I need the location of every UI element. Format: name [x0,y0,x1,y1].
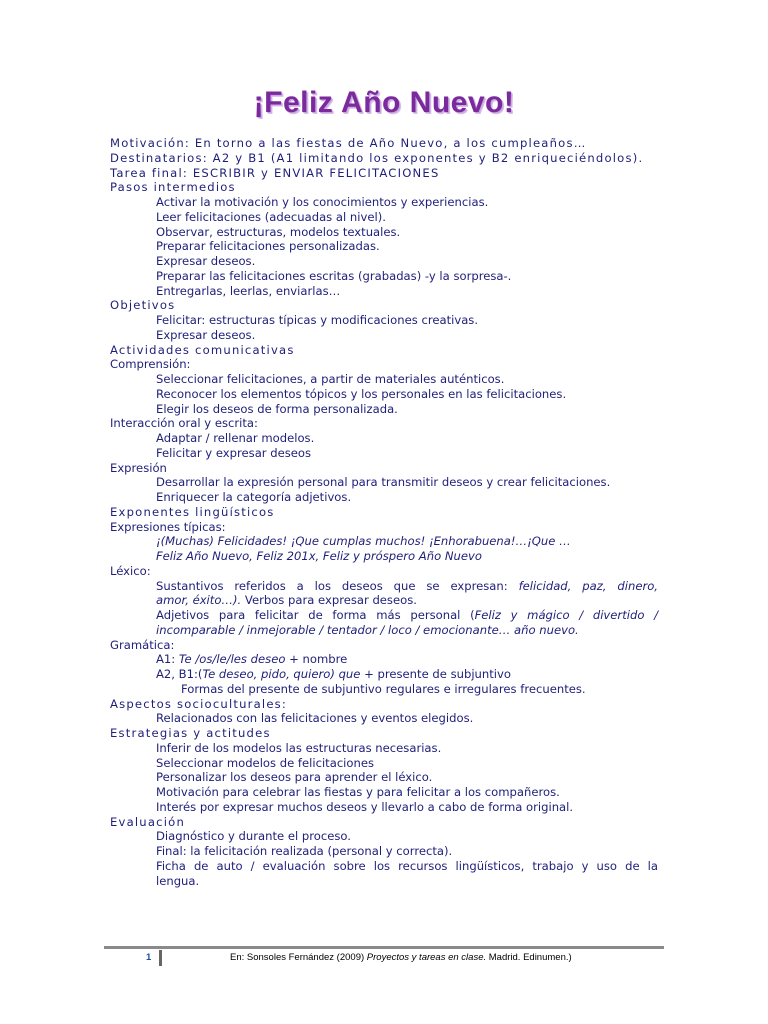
final-task-line: Tarea final: ESCRIBIR y ENVIAR FELICITACIONES [110,165,440,180]
list-item: Preparar felicitaciones personalizadas. [156,239,380,254]
text-run: A2, B1:( [156,667,203,681]
subsection-heading: Gramática: [110,637,175,652]
list-item: Leer felicitaciones (adecuadas al nivel). [156,209,386,224]
section-heading: Evaluación [110,814,186,829]
citation-suffix: Madrid. Edinumen.) [486,952,572,963]
list-item: Felicitar: estructuras típicas y modificaciones creativas. [156,313,479,327]
list-item: Activar la motivación y los conocimientos y experiencias. [156,195,489,209]
text-run-italic: Te /os/le/les deseo [178,652,286,667]
subsection-heading: Léxico: [110,563,151,578]
list-item: Felicitar y expresar deseos [156,445,312,460]
footer-citation [230,952,572,963]
list-item: Formas del presente de subjuntivo regulares e irregulares frecuentes. [181,681,586,696]
text-run: A1: [156,652,179,667]
subsection-heading: Interacción oral y escrita: [110,416,258,431]
list-item: Observar, estructuras, modelos textuales. [156,224,401,239]
text-run-italic: Te deseo, pido, quiero) que [202,667,361,681]
section-heading: Exponentes lingüísticos [110,504,275,519]
text-run: + presente de subjuntivo [360,667,511,681]
list-item [110,579,658,594]
section-heading: Actividades comunicativas [110,342,295,357]
list-item: Reconocer los elementos tópicos y los personales en las felicitaciones. [156,386,567,401]
section-heading: Pasos intermedios [110,180,236,195]
text-run-italic: amor, éxito…). [156,593,242,608]
list-item: Desarrollar la expresión personal para transmitir deseos y crear felicitaciones. [156,475,611,490]
text-run: + nombre [285,652,348,667]
page-number: 1 [146,952,152,963]
list-item: Expresar deseos. [156,254,256,268]
audience-line: Destinatarios: A2 y B1 (A1 limitando los exponentes y B2 enriqueciéndolos). [110,150,644,165]
document-title: ¡Feliz Año Nuevo! [253,86,515,119]
list-item [110,667,658,682]
footer-divider [104,946,664,949]
list-item: Expresar deseos. [156,327,256,342]
list-item: Elegir los deseos de forma personalizada. [156,401,398,416]
list-item: Seleccionar felicitaciones, a partir de materiales auténticos. [156,372,505,386]
list-item: incomparable / inmejorable / tentador / loco / emocionante… año nuevo. [156,622,579,637]
list-item: Relacionados con las felicitaciones y eventos elegidos. [156,711,474,726]
list-item [110,652,658,667]
list-item: ¡(Muchas) Felicidades! ¡Que cumplas muchos! ¡Enhorabuena!…¡Que … [156,534,571,549]
list-item: Ficha de auto / evaluación sobre los recursos lingüísticos, trabajo y uso de la [156,858,658,873]
list-item: lengua. [156,873,200,888]
citation-prefix: En: Sonsoles Fernández (2009) [230,952,367,963]
list-item: Enriquecer la categoría adjetivos. [156,490,352,504]
list-item: Personalizar los deseos para aprender el léxico. [156,770,433,785]
document-body [110,136,658,888]
list-item: Diagnóstico y durante el proceso. [156,829,351,844]
page-footer [104,952,664,968]
section-heading: Aspectos socioculturales: [110,696,288,711]
list-item: Entregarlas, leerlas, enviarlas… [156,283,341,298]
text-run-italic: Feliz y mágico / divertido / [474,608,658,622]
list-item: Feliz Año Nuevo, Feliz 201x, Feliz y próspero Año Nuevo [156,549,482,563]
section-heading: Estrategias y actitudes [110,726,271,740]
text-run: Adjetivos para felicitar de forma más personal ( [156,608,475,622]
list-item: Interés por expresar muchos deseos y llevarlo a cabo de forma original. [156,799,574,814]
citation-title: Proyectos y tareas en clase. [366,952,487,963]
subsection-heading: Expresiones típicas: [110,519,226,534]
subsection-heading: Comprensión: [110,357,191,372]
subsection-heading: Expresión [110,460,167,475]
list-item: Preparar las felicitaciones escritas (grabadas) -y la sorpresa-. [156,268,512,283]
page-number-divider [159,950,162,966]
section-heading: Objetivos [110,298,176,313]
text-run-italic: felicidad, paz, dinero, [518,578,658,593]
list-item [110,608,658,623]
list-item [110,593,658,608]
list-item: Inferir de los modelos las estructuras necesarias. [156,740,442,755]
text-run: Sustantivos referidos a los deseos que se expresan: [156,578,519,593]
motivation-line: Motivación: En torno a las fiestas de Año Nuevo, a los cumpleaños… [110,136,587,150]
list-item: Motivación para celebrar las fiestas y para felicitar a los compañeros. [156,785,560,799]
list-item: Final: la felicitación realizada (personal y correcta). [156,844,453,858]
text-run: Verbos para expresar deseos. [241,593,417,608]
list-item: Seleccionar modelos de felicitaciones [156,755,375,770]
list-item: Adaptar / rellenar modelos. [156,431,315,445]
